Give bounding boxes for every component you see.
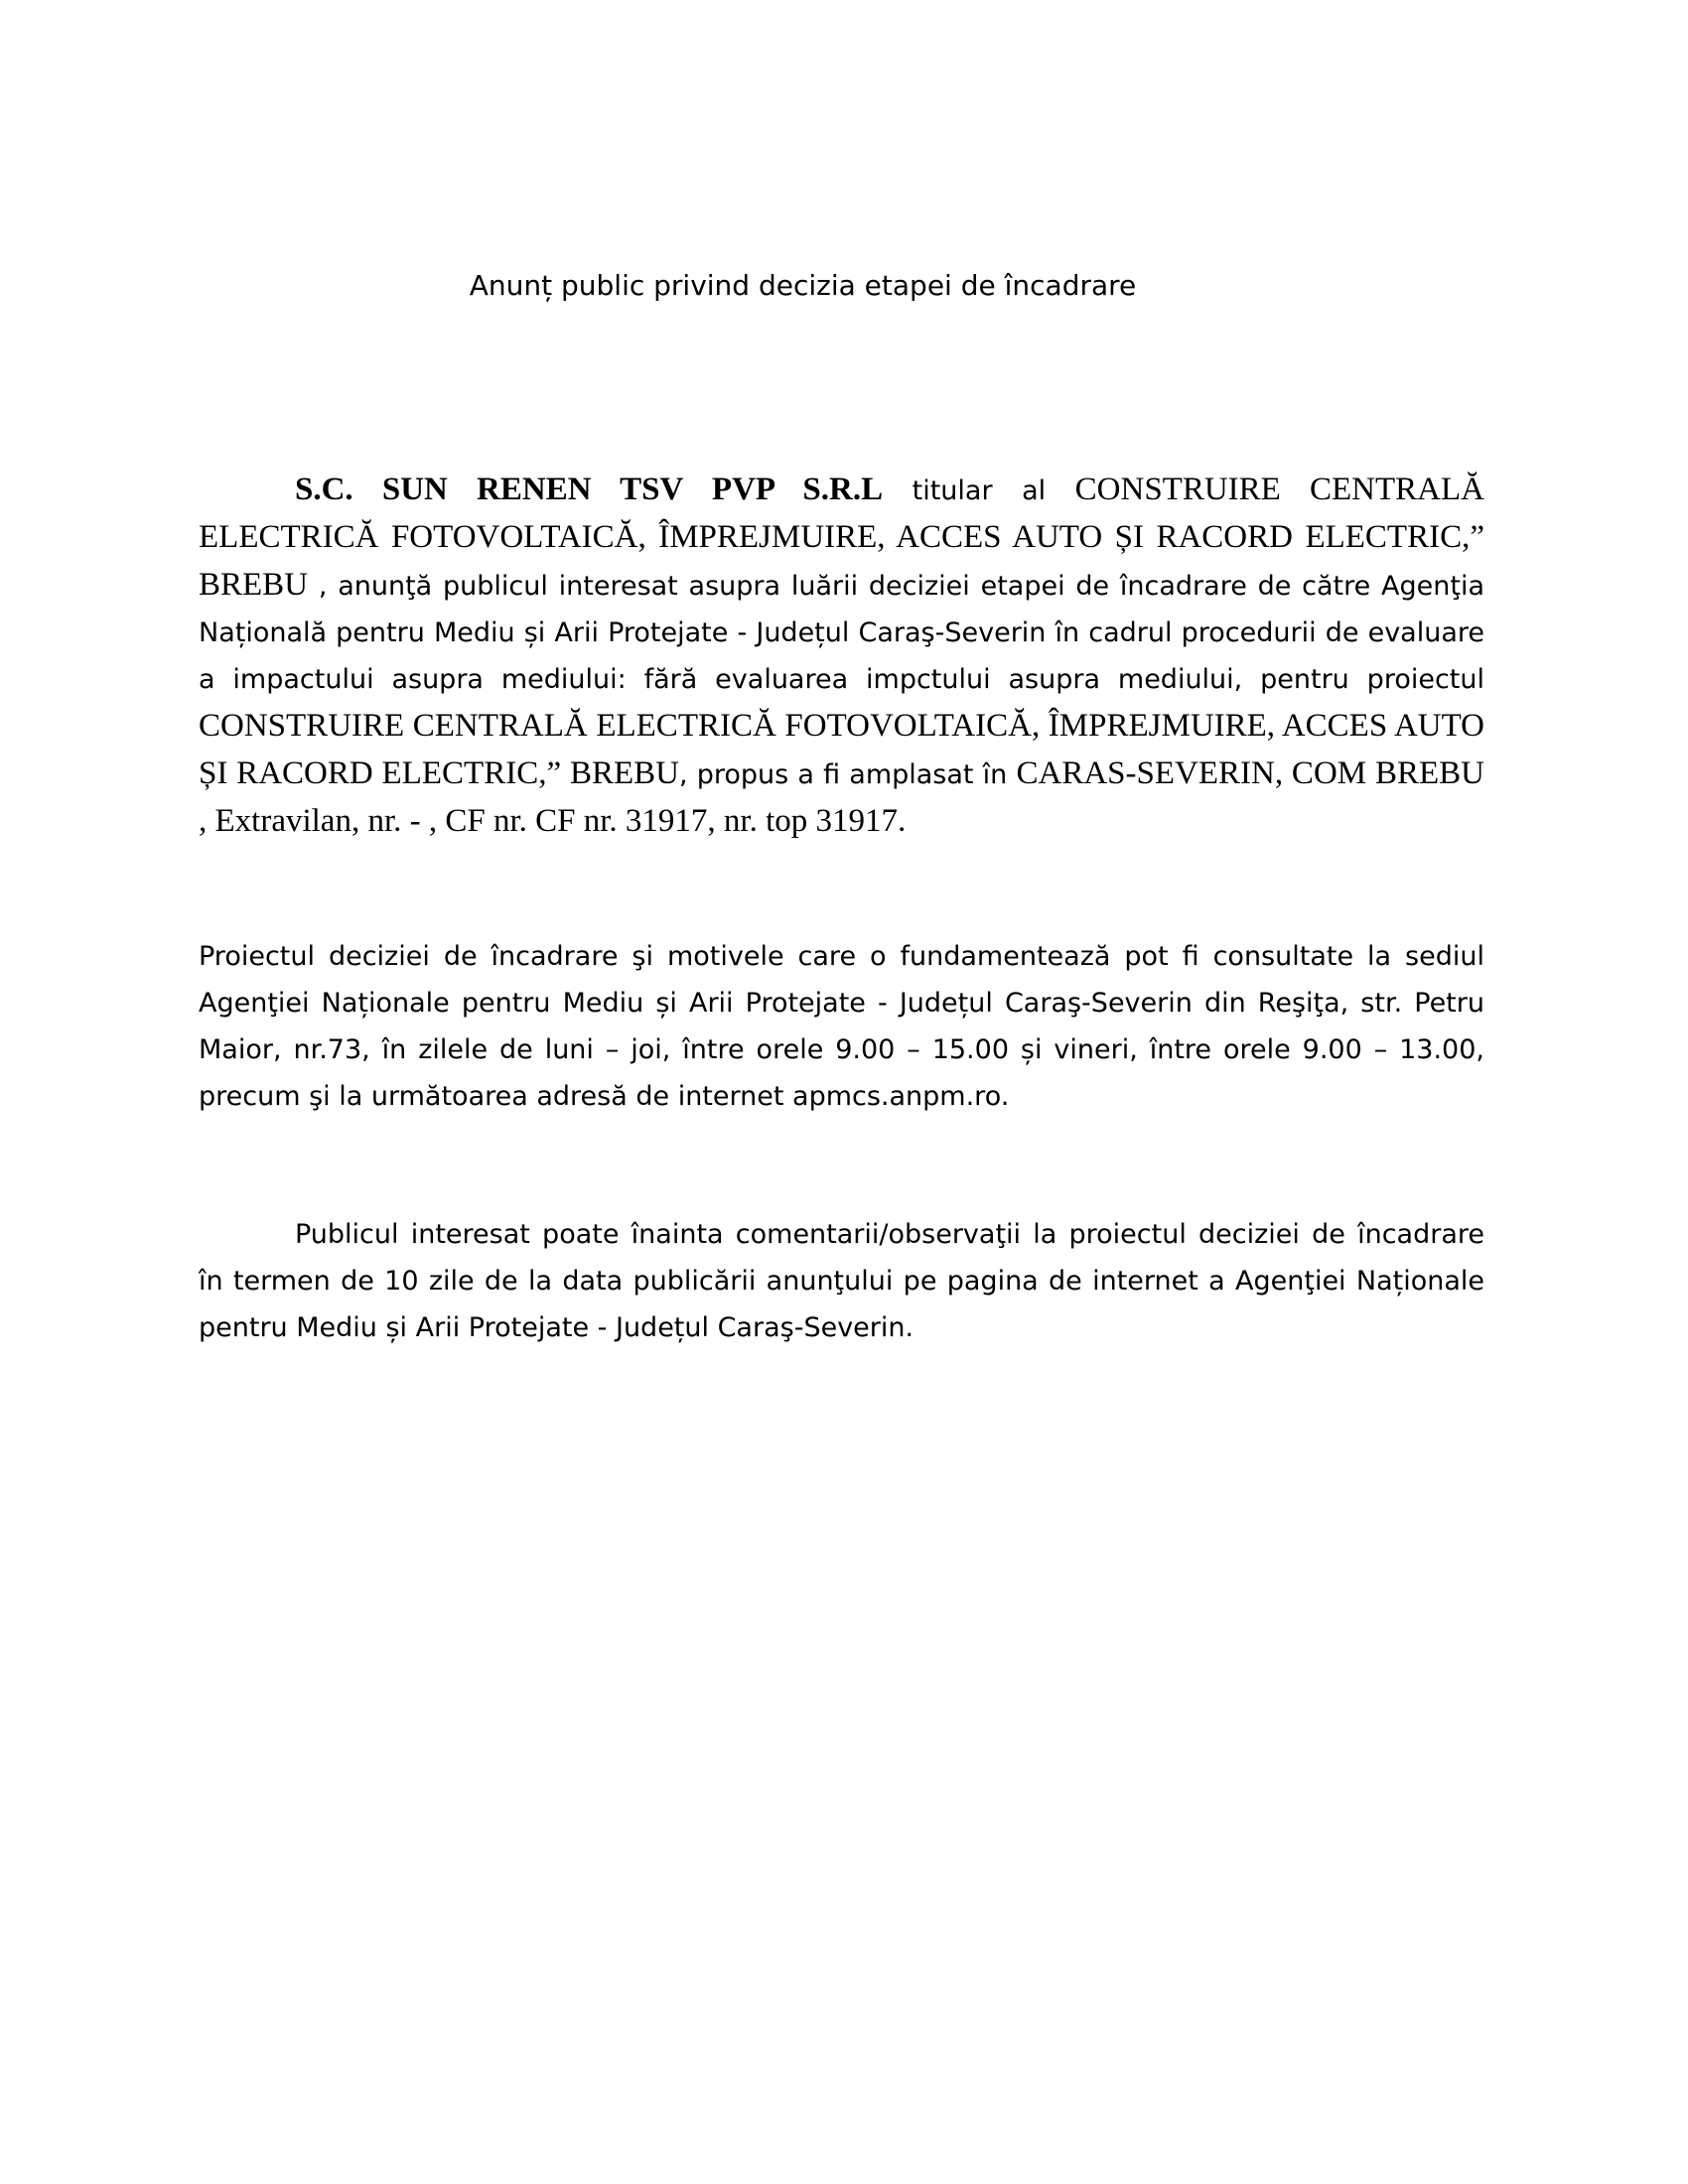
location-intro-text: , propus a fi amplasat în [678,759,1017,790]
company-name: S.C. SUN RENEN TSV PVP S.R.L [295,472,884,507]
project-name: CONSTRUIRE CENTRALĂ ELECTRICĂ FOTOVOLTAICĂ, ÎMPREJMUIRE, ACCES AUTO ȘI RACORD ELECTRIC,” BREBU [199,472,1484,603]
announcement-text: , anunţă publicul interesat asupra luării deciziei etapei de încadrare de către Agenţia Națională pentru Mediu și Arii Protejate - Județul Caraş-Severin în cadrul procedurii de evaluare a impactului asupra mediului: fără evaluarea impctului asupra mediului, pentru proiectul [199,571,1484,695]
project-name-repeat: CONSTRUIRE CENTRALĂ ELECTRICĂ FOTOVOLTAICĂ, ÎMPREJMUIRE, ACCES AUTO ȘI RACORD ELECTRIC,” BREBU [199,708,1484,791]
project-location: CARAS-SEVERIN, COM BREBU , Extravilan, nr. - , CF nr. CF nr. 31917, nr. top 31917. [199,755,1484,839]
comments-paragraph: Publicul interesat poate înainta comentarii/observaţii la proiectul deciziei de încadrare în termen de 10 zile de la data publicării anunţului pe pagina de internet a Agenţiei Naționale pentru Mediu și Arii Protejate - Județul Caraş-Severin. [199,1219,1484,1343]
announcement-title: Anunț public privind decizia etapei de încadrare [469,269,1137,302]
holder-text: titular al [883,476,1075,506]
consultation-paragraph: Proiectul deciziei de încadrare şi motivele care o fundamentează pot fi consultate la sediul Agenţiei Naționale pentru Mediu și Arii Protejate - Județul Caraş-Severin din Reşiţa, str. Petru Maior, nr.73, în zilele de luni – joi, între orele 9.00 – 15.00 și vineri, între orele 9.00 – 13.00, precum şi la următoarea adresă de internet apmcs.anpm.ro. [199,941,1484,1112]
announcement-paragraph-main [199,467,1484,846]
